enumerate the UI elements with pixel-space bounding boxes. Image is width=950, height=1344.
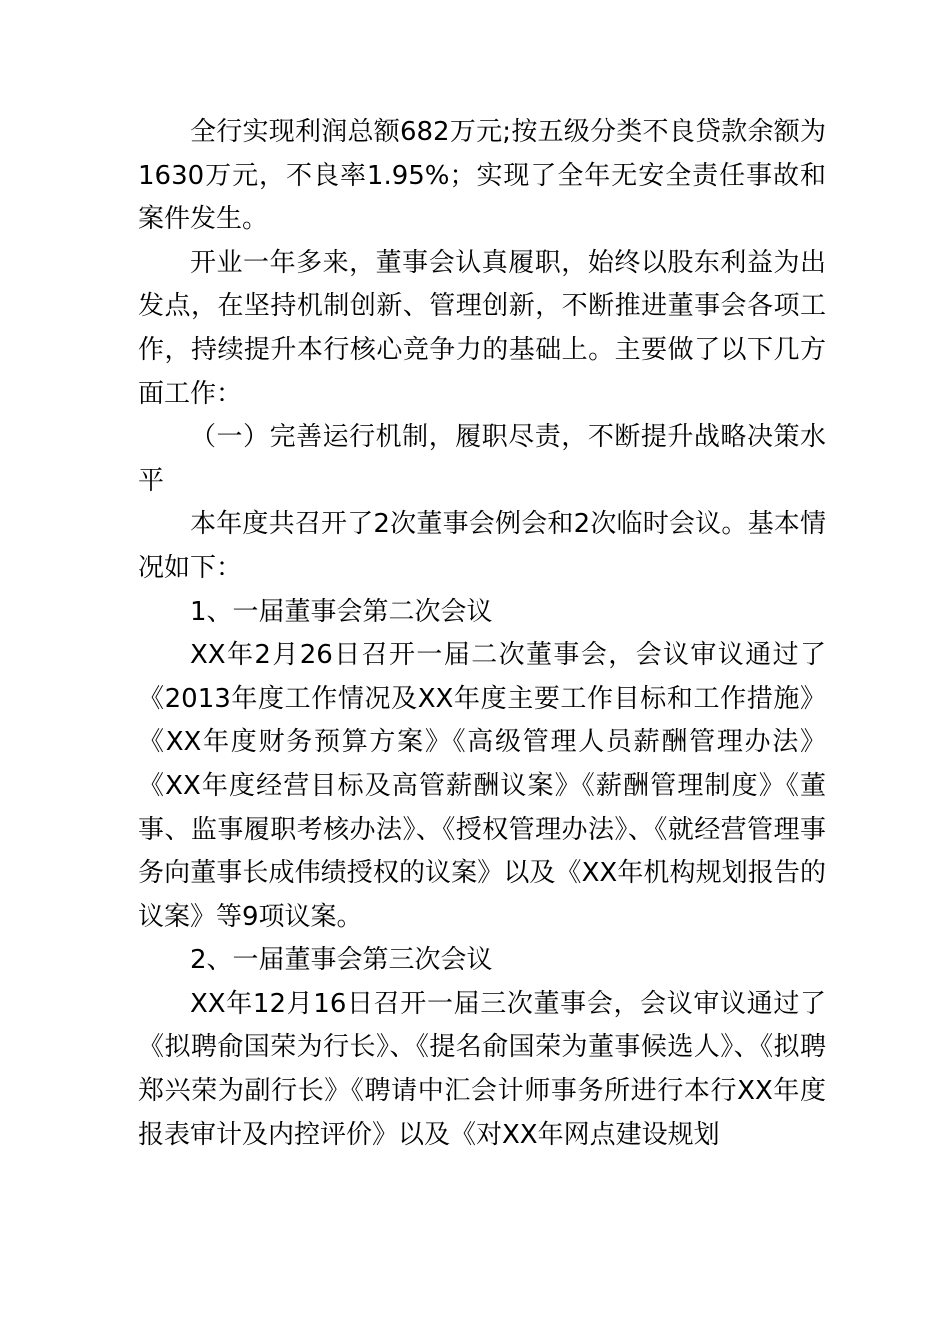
paragraph-meeting-3rd-details: XX年12月16日召开一届三次董事会，会议审议通过了《拟聘俞国荣为行长》、《提名俞国荣为董事候选人》、《拟聘郑兴荣为副行长》《聘请中汇会计师事务所进行本行XX年度报表审计及内控评价》以及《对XX年网点建设规划 bbox=[138, 988, 826, 1150]
paragraph-meeting-2nd-details: XX年2月26日召开一届二次董事会，会议审议通过了《2013年度工作情况及XX年度主要工作目标和工作措施》《XX年度财务预算方案》《高级管理人员薪酬管理办法》《XX年度经营目标及高管薪酬议案》《薪酬管理制度》《董事、监事履职考核办法》、《授权管理办法》、《就经营管理事务向董事长成伟绩授权的议案》以及《XX年机构规划报告的议案》等9项议案。 bbox=[138, 640, 826, 932]
document-body bbox=[138, 111, 826, 1157]
paragraph-board-overview: 开业一年多来，董事会认真履职，始终以股东利益为出发点，在坚持机制创新、管理创新，不断推进董事会各项工作，持续提升本行核心竞争力的基础上。主要做了以下几方面工作： bbox=[138, 247, 826, 409]
section-heading-1: （一）完善运行机制，履职尽责，不断提升战略决策水平 bbox=[138, 422, 826, 496]
meeting-heading-2nd: 1、一届董事会第二次会议 bbox=[190, 596, 493, 627]
paragraph-profit-summary: 全行实现利润总额682万元;按五级分类不良贷款余额为1630万元，不良率1.95%；实现了全年无安全责任事故和案件发生。 bbox=[138, 117, 826, 235]
meeting-heading-3rd: 2、一届董事会第三次会议 bbox=[190, 945, 493, 976]
paragraph-meetings-summary: 本年度共召开了2次董事会例会和2次临时会议。基本情况如下： bbox=[138, 509, 826, 583]
